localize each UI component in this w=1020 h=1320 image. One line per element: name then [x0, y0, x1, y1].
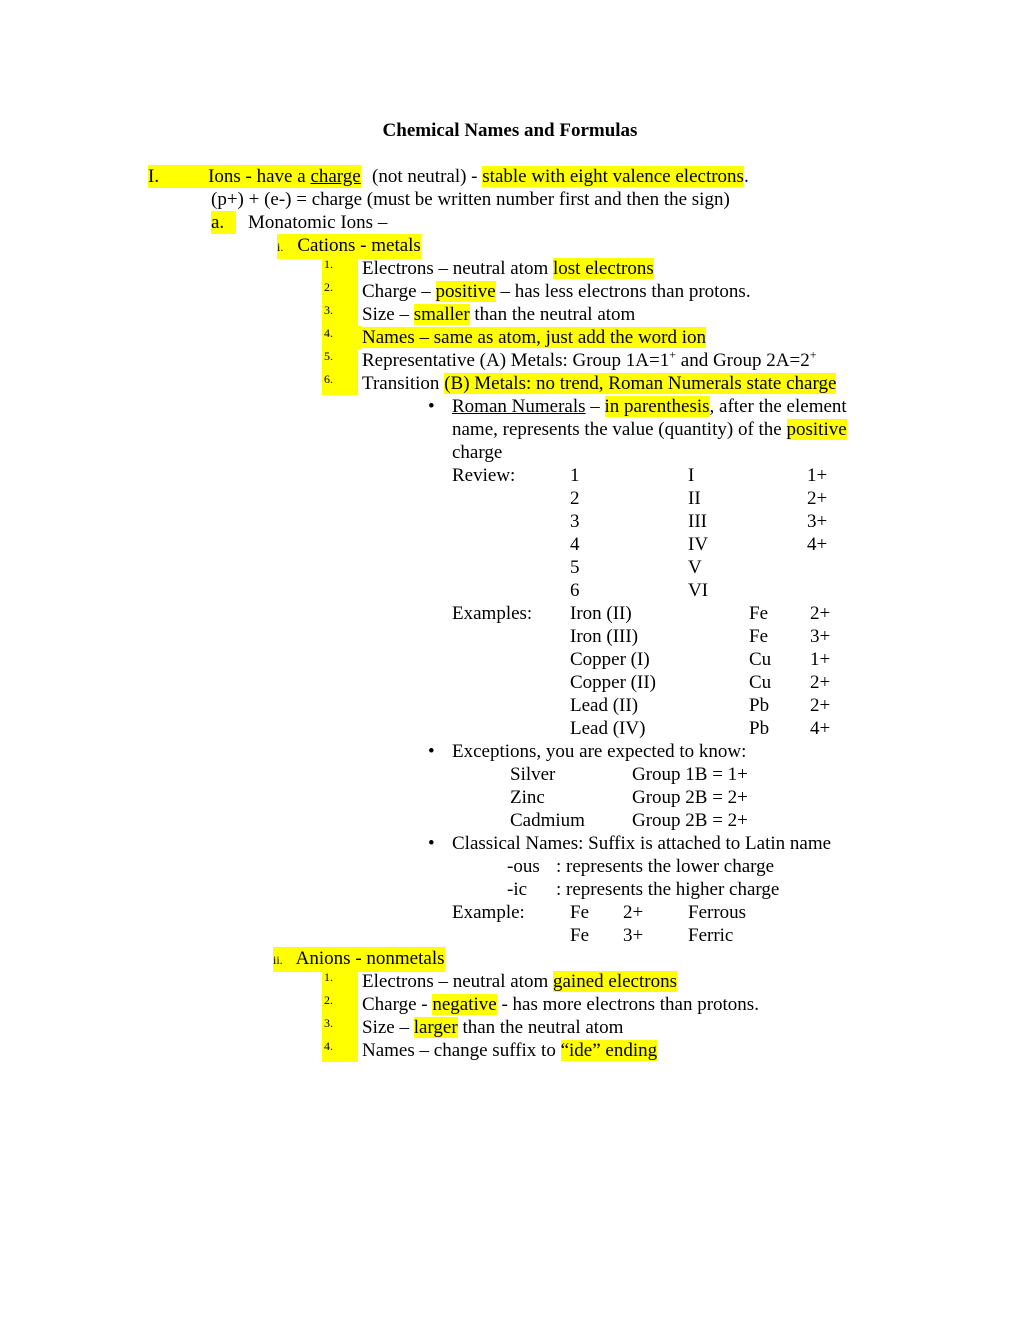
ions-text-stable: stable with eight valence electrons [482, 166, 744, 187]
bullet-icon: • [428, 741, 435, 762]
cations-heading-text: Cations - metals [297, 235, 421, 256]
cation-item-3 [0, 303, 1020, 326]
text-plain: Charge – [362, 281, 436, 302]
example-symbol: Cu [749, 672, 772, 693]
roman-bullet-line-1 [0, 395, 1020, 418]
list-number-highlight [322, 303, 358, 326]
blank-line [0, 142, 1020, 165]
cation-item-2 [0, 280, 1020, 303]
superscript-plus: + [809, 347, 817, 362]
text-plain: – has less electrons than protons. [495, 281, 751, 302]
example-name: Iron (III) [570, 626, 639, 647]
ions-text-a: Ions - have a [208, 166, 311, 187]
review-number: 6 [570, 580, 580, 601]
suffix-meaning: : represents the higher charge [556, 879, 780, 900]
example-charge: 4+ [810, 718, 831, 739]
list-number: 4. [324, 326, 333, 340]
review-charge: 3+ [807, 511, 828, 532]
bullet-icon: • [428, 833, 435, 854]
text-plain: Charge - [362, 994, 433, 1015]
review-roman: VI [688, 580, 709, 601]
exception-name: Cadmium [510, 810, 585, 831]
example-symbol: Cu [749, 649, 772, 670]
review-charge: 4+ [807, 534, 828, 555]
text-plain: – [585, 396, 605, 417]
exception-row [0, 809, 1020, 832]
classical-example-row [0, 924, 1020, 947]
text-underlined: Roman Numerals [452, 396, 586, 417]
example-charge: 1+ [810, 649, 831, 670]
review-roman: III [688, 511, 707, 532]
list-number: 3. [324, 303, 333, 317]
list-number-highlight [322, 349, 358, 372]
cation-item-6-text [362, 372, 836, 395]
list-number-highlight [322, 372, 358, 395]
classical-symbol: Fe [570, 902, 589, 923]
text-plain: and Group 2A=2 [676, 350, 810, 371]
text-highlight: Names – same as atom, just add the word ion [362, 327, 707, 348]
list-number: 1. [324, 970, 333, 984]
charge-formula-text: (p+) + (e-) = charge (must be written number first and then the sign) [211, 189, 730, 210]
list-marker-i: i. [277, 240, 284, 254]
suffix-row [0, 878, 1020, 901]
monatomic-label: Monatomic Ions – [248, 212, 388, 233]
classical-charge: 2+ [623, 902, 644, 923]
superscript-plus: + [669, 347, 677, 362]
example-charge: 2+ [810, 672, 831, 693]
suffix-row [0, 855, 1020, 878]
classical-example-label: Example: [452, 902, 525, 923]
text-plain: than the neutral atom [457, 1017, 624, 1038]
exception-group: Group 2B = 2+ [632, 787, 748, 808]
text-plain: than the neutral atom [469, 304, 636, 325]
text-highlight: positive [435, 281, 496, 302]
line-charge-formula [0, 188, 1020, 211]
examples-label: Examples: [452, 603, 533, 624]
anions-heading-span [273, 947, 445, 972]
cation-item-5-text [362, 349, 816, 372]
example-charge: 2+ [810, 695, 831, 716]
example-name: Iron (II) [570, 603, 632, 624]
list-marker-I: I. [148, 166, 160, 187]
example-name: Copper (I) [570, 649, 650, 670]
classical-bullet-line [0, 832, 1020, 855]
cation-item-4-text [362, 326, 706, 349]
text-plain: Size – [362, 304, 414, 325]
ions-rest [372, 165, 749, 188]
text-highlight: (B) Metals: no trend, Roman Numerals state charge [444, 373, 837, 394]
list-number-highlight [322, 1016, 358, 1039]
line-ions [0, 165, 1020, 188]
line-monatomic [0, 211, 1020, 234]
anion-item-3 [0, 1016, 1020, 1039]
anion-item-4 [0, 1039, 1020, 1062]
review-row [0, 510, 1020, 533]
list-number-highlight [322, 970, 358, 993]
example-row [0, 648, 1020, 671]
list-number: 2. [324, 280, 333, 294]
list-number-highlight [322, 1039, 358, 1062]
list-marker-ii: ii. [273, 953, 283, 967]
review-row [0, 579, 1020, 602]
anion-item-1 [0, 970, 1020, 993]
classical-name: Ferrous [688, 902, 747, 923]
text-plain: Size – [362, 1017, 414, 1038]
classical-charge: 3+ [623, 925, 644, 946]
roman-bullet-text-3: charge [452, 442, 503, 463]
exception-group: Group 2B = 2+ [632, 810, 748, 831]
list-number-highlight [322, 280, 358, 303]
example-symbol: Fe [749, 603, 768, 624]
anion-item-2 [0, 993, 1020, 1016]
text-plain: Names – change suffix to [362, 1040, 561, 1061]
tab-gap [283, 963, 296, 964]
review-row [0, 556, 1020, 579]
list-number: 5. [324, 349, 333, 363]
review-number: 2 [570, 488, 580, 509]
review-row [0, 533, 1020, 556]
anion-item-1-text [362, 970, 677, 993]
roman-bullet-line-2 [0, 418, 1020, 441]
review-number: 5 [570, 557, 580, 578]
text-plain: , after the element [709, 396, 847, 417]
example-name: Copper (II) [570, 672, 656, 693]
text-highlight: in parenthesis [604, 396, 710, 417]
line-cations-heading [0, 234, 1020, 257]
exceptions-intro: Exceptions, you are expected to know: [452, 741, 747, 762]
text-highlight: negative [432, 994, 497, 1015]
example-row [0, 694, 1020, 717]
cation-item-4 [0, 326, 1020, 349]
list-marker-a: a. [211, 211, 236, 234]
review-row [0, 487, 1020, 510]
roman-bullet-line-3 [0, 441, 1020, 464]
classical-example-row [0, 901, 1020, 924]
example-charge: 3+ [810, 626, 831, 647]
list-number: 1. [324, 257, 333, 271]
anion-item-4-text [362, 1039, 657, 1062]
list-number: 3. [324, 1016, 333, 1030]
review-row [0, 464, 1020, 487]
ions-highlight-span [148, 165, 361, 188]
review-number: 3 [570, 511, 580, 532]
line-anions-heading [0, 947, 1020, 970]
exception-group: Group 1B = 1+ [632, 764, 748, 785]
list-number-highlight [322, 993, 358, 1016]
roman-bullet-text-2 [452, 418, 847, 441]
example-name: Lead (II) [570, 695, 639, 716]
text-plain: name, represents the value (quantity) of the [452, 419, 787, 440]
exceptions-bullet-line [0, 740, 1020, 763]
example-symbol: Fe [749, 626, 768, 647]
exception-name: Zinc [510, 787, 545, 808]
text-highlight: larger [413, 1017, 458, 1038]
anion-item-2-text [362, 993, 759, 1016]
list-number-highlight [322, 257, 358, 280]
list-number: 6. [324, 372, 333, 386]
ions-text-charge-underlined: charge [310, 166, 361, 187]
example-row [0, 717, 1020, 740]
cation-item-3-text [362, 303, 635, 326]
example-row [0, 625, 1020, 648]
list-number-highlight [322, 326, 362, 349]
example-row [0, 602, 1020, 625]
text-highlight: lost electrons [553, 258, 654, 279]
roman-bullet-text-1 [452, 395, 847, 418]
ions-text-period: . [743, 166, 749, 187]
classical-intro: Classical Names: Suffix is attached to Latin name [452, 833, 832, 854]
list-number: 4. [324, 1039, 333, 1053]
review-number: 4 [570, 534, 580, 555]
cations-heading-span [277, 234, 421, 259]
suffix-meaning: : represents the lower charge [556, 856, 775, 877]
tab-gap [159, 181, 208, 182]
anions-heading-text: Anions - nonmetals [295, 948, 445, 969]
text-highlight: positive [786, 419, 847, 440]
example-name: Lead (IV) [570, 718, 646, 739]
exception-row [0, 786, 1020, 809]
review-charge: 1+ [807, 465, 828, 486]
text-highlight: smaller [413, 304, 470, 325]
text-plain: - has more electrons than protons. [496, 994, 759, 1015]
tab-gap [283, 250, 297, 251]
cation-item-5 [0, 349, 1020, 372]
page-title [0, 119, 1020, 142]
review-roman: II [688, 488, 701, 509]
page-title-text: Chemical Names and Formulas [382, 120, 638, 141]
cation-item-6 [0, 372, 1020, 395]
review-charge: 2+ [807, 488, 828, 509]
cation-item-2-text [362, 280, 751, 303]
cation-item-1-text [362, 257, 654, 280]
text-plain: Electrons – neutral atom [362, 971, 553, 992]
review-roman: I [688, 465, 695, 486]
review-roman: V [688, 557, 702, 578]
review-number: 1 [570, 465, 580, 486]
exception-row [0, 763, 1020, 786]
text-plain: Transition [362, 373, 445, 394]
text-highlight: “ide” ending [560, 1040, 658, 1061]
document-content [0, 119, 1020, 1062]
example-row [0, 671, 1020, 694]
anion-item-3-text [362, 1016, 623, 1039]
text-highlight: gained electrons [553, 971, 677, 992]
ions-text-plain: (not neutral) - [372, 166, 483, 187]
text-plain: Electrons – neutral atom [362, 258, 553, 279]
example-symbol: Pb [749, 718, 770, 739]
suffix: -ic [507, 879, 528, 900]
suffix: -ous [507, 856, 540, 877]
cation-item-1 [0, 257, 1020, 280]
review-label: Review: [452, 465, 516, 486]
list-number: 2. [324, 993, 333, 1007]
classical-name: Ferric [688, 925, 734, 946]
example-symbol: Pb [749, 695, 770, 716]
bullet-icon: • [428, 396, 435, 417]
review-roman: IV [688, 534, 709, 555]
exception-name: Silver [510, 764, 556, 785]
text-plain: Representative (A) Metals: Group 1A=1 [362, 350, 670, 371]
classical-symbol: Fe [570, 925, 589, 946]
example-charge: 2+ [810, 603, 831, 624]
